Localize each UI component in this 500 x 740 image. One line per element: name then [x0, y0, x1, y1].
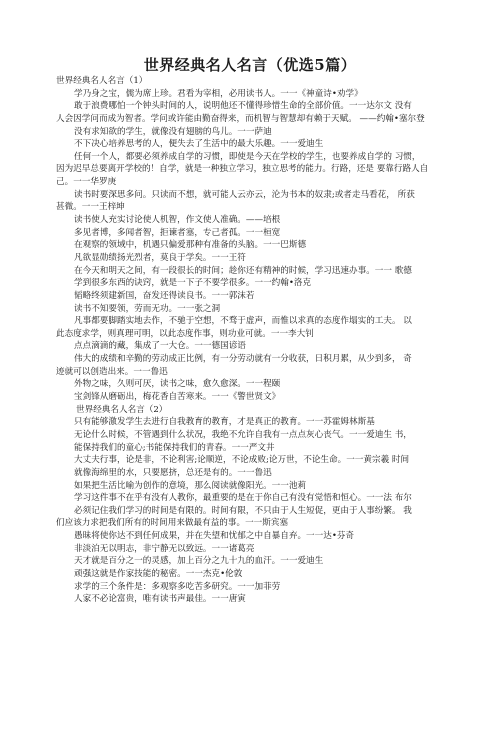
- text-line: 在今天和明天之间，有一段很长的时间；趁你还有精神的时候，学习迅速办事。一一 歌德: [74, 265, 412, 276]
- text-line: 大丈夫行事，论是非，不论利害;论顺逆，不论成败;论万世，不论生命。一一黄宗羲 时间: [74, 455, 410, 466]
- page-title: 世界经典名人名言（优选5篇）: [143, 56, 357, 74]
- text-line: 如果把生活比喻为创作的意境，那么阅读就像阳光。一一池莉: [74, 480, 307, 491]
- text-line: 就像海绵里的水，只要愿挤，总还是有的。一一鲁迅: [74, 467, 272, 478]
- text-line: 人家不必论富贵，唯有读书声最佳。一一唐寅: [74, 594, 246, 605]
- text-line: 学到很多东西的诀窍，就是一下子不要学很多。一一约翰•洛克: [74, 278, 312, 289]
- text-line: 顽强这就是作家技能的秘密。一一杰克•伦敦: [74, 568, 243, 579]
- text-line: 天才就是百分之一的灵感，加上百分之九十九的血汗。一一爱迪生: [74, 556, 324, 567]
- text-line: 甚微。一一王梓坤: [56, 202, 125, 213]
- text-line: 读书时要深思多问。只读而不想，就可能人云亦云，沦为书本的奴隶;或者走马看花， 所获: [74, 189, 415, 200]
- text-line: 此态度求学，则真理可明，以此态度作事，则功业可就。一一李大钊: [56, 328, 314, 339]
- text-line: 外物之味，久则可厌，读书之味，愈久愈深。一一程颐: [74, 379, 281, 390]
- text-line: 人会因学问而成为智者。学问或许能由勤奋得来，而机智与智慧却有赖于天赋。 ——约翰•塞尔登: [56, 113, 425, 124]
- text-line: 宝剑锋从磨砺出，梅花香自苦寒来。一一《警世贤文》: [74, 392, 281, 403]
- text-line: 伟大的成绩和辛勤的劳动成正比例，有一分劳动就有一分收获，日积月累，从少到多， 奇: [74, 354, 412, 365]
- text-line: 凡事都要脚踏实地去作，不驰于空想，不骛于虚声，而惟以求真的态度作塌实的工夫。 以: [74, 316, 412, 327]
- text-line: 凡欲显勋绩扬光烈者，莫良于学矣。一一王符: [74, 252, 246, 263]
- text-line: 没有求知欲的学生，就像没有翅膀的鸟儿。一一萨迪: [74, 126, 272, 137]
- text-line: 韬略终须建新国，奋发还得读良书。一一郭沫若: [74, 290, 255, 301]
- section-heading: 世界经典名人名言（1）: [56, 76, 148, 86]
- text-line: 在观察的领域中，机遇只偏爱那种有准备的头脑。一一巴斯德: [74, 240, 307, 251]
- text-line: 任何一个人，都要必须养成自学的习惯，即使是今天在学校的学生，也要养成自学的 习惯，: [74, 151, 421, 162]
- text-line: 因为迟早总要离开学校的！自学，就是一种独立学习，独立思考的能力。行路，还是 要靠行路人自: [56, 164, 429, 175]
- document-body: [56, 75, 458, 606]
- text-line: 愚昧将使你达不到任何成果，并在失望和忧郁之中自暴自弃。一一达•芬奇: [74, 531, 355, 542]
- text-line: 无论什么时候，不管遇到什么状况，我绝不允许自我有一点点灰心丧气。一一爱迪生 书，: [74, 429, 412, 440]
- section-heading: 世界经典名人名言（2）: [76, 404, 168, 415]
- text-line: 点点滴滴的藏，集成了一大仓。一一德国谚语: [74, 341, 246, 352]
- text-line: 读书不知要领，劳而无功。一一张之洞: [74, 303, 221, 314]
- text-line: 必须记住我们学习的时间是有限的。时间有限，不只由于人生短促，更由于人事纷繁。 我: [74, 505, 412, 516]
- text-line: 求学的三个条件是：多观察多吃苦多研究。一一加菲劳: [74, 581, 281, 592]
- text-line: 读书使人充实讨论使人机智，作文使人准确。——培根: [74, 215, 281, 226]
- text-line: 不下决心培养思考的人，便失去了生活中的最大乐趣。一一爱迪生: [74, 139, 324, 150]
- text-line: 多见者博，多闻者智，拒谏者塞，专己者孤。一一桓宽: [74, 227, 281, 238]
- text-line: 学习这件事不在乎有没有人教你，最重要的是在于你自己有没有觉悟和恒心。一一法 布尔: [74, 493, 412, 504]
- text-line: 非淡泊无以明志，非宁静无以致远。一一诸葛亮: [74, 543, 255, 554]
- text-line: 迹就可以创造出来。一一鲁迅: [56, 366, 168, 377]
- text-line: 们应该力求把我们所有的时间用来做最有益的事。一一斯宾塞: [56, 518, 289, 529]
- text-line: 学乃身之宝，儒为席上珍。君看为宰相，必用读书人。一一《神童诗•劝学》: [74, 88, 363, 99]
- text-line: 只有能够激发学生去进行自我教育的教育，才是真正的教育。一一苏霍姆林斯基: [74, 417, 375, 428]
- text-line: 己。一一华罗庚: [56, 177, 117, 188]
- text-line: 敢于浪费哪怕一个钟头时间的人，说明他还不懂得珍惜生命的全部价值。一一达尔文 没有: [74, 101, 412, 112]
- text-line: 能保持我们的童心;书能保持我们的青春。一一严文井: [74, 442, 275, 453]
